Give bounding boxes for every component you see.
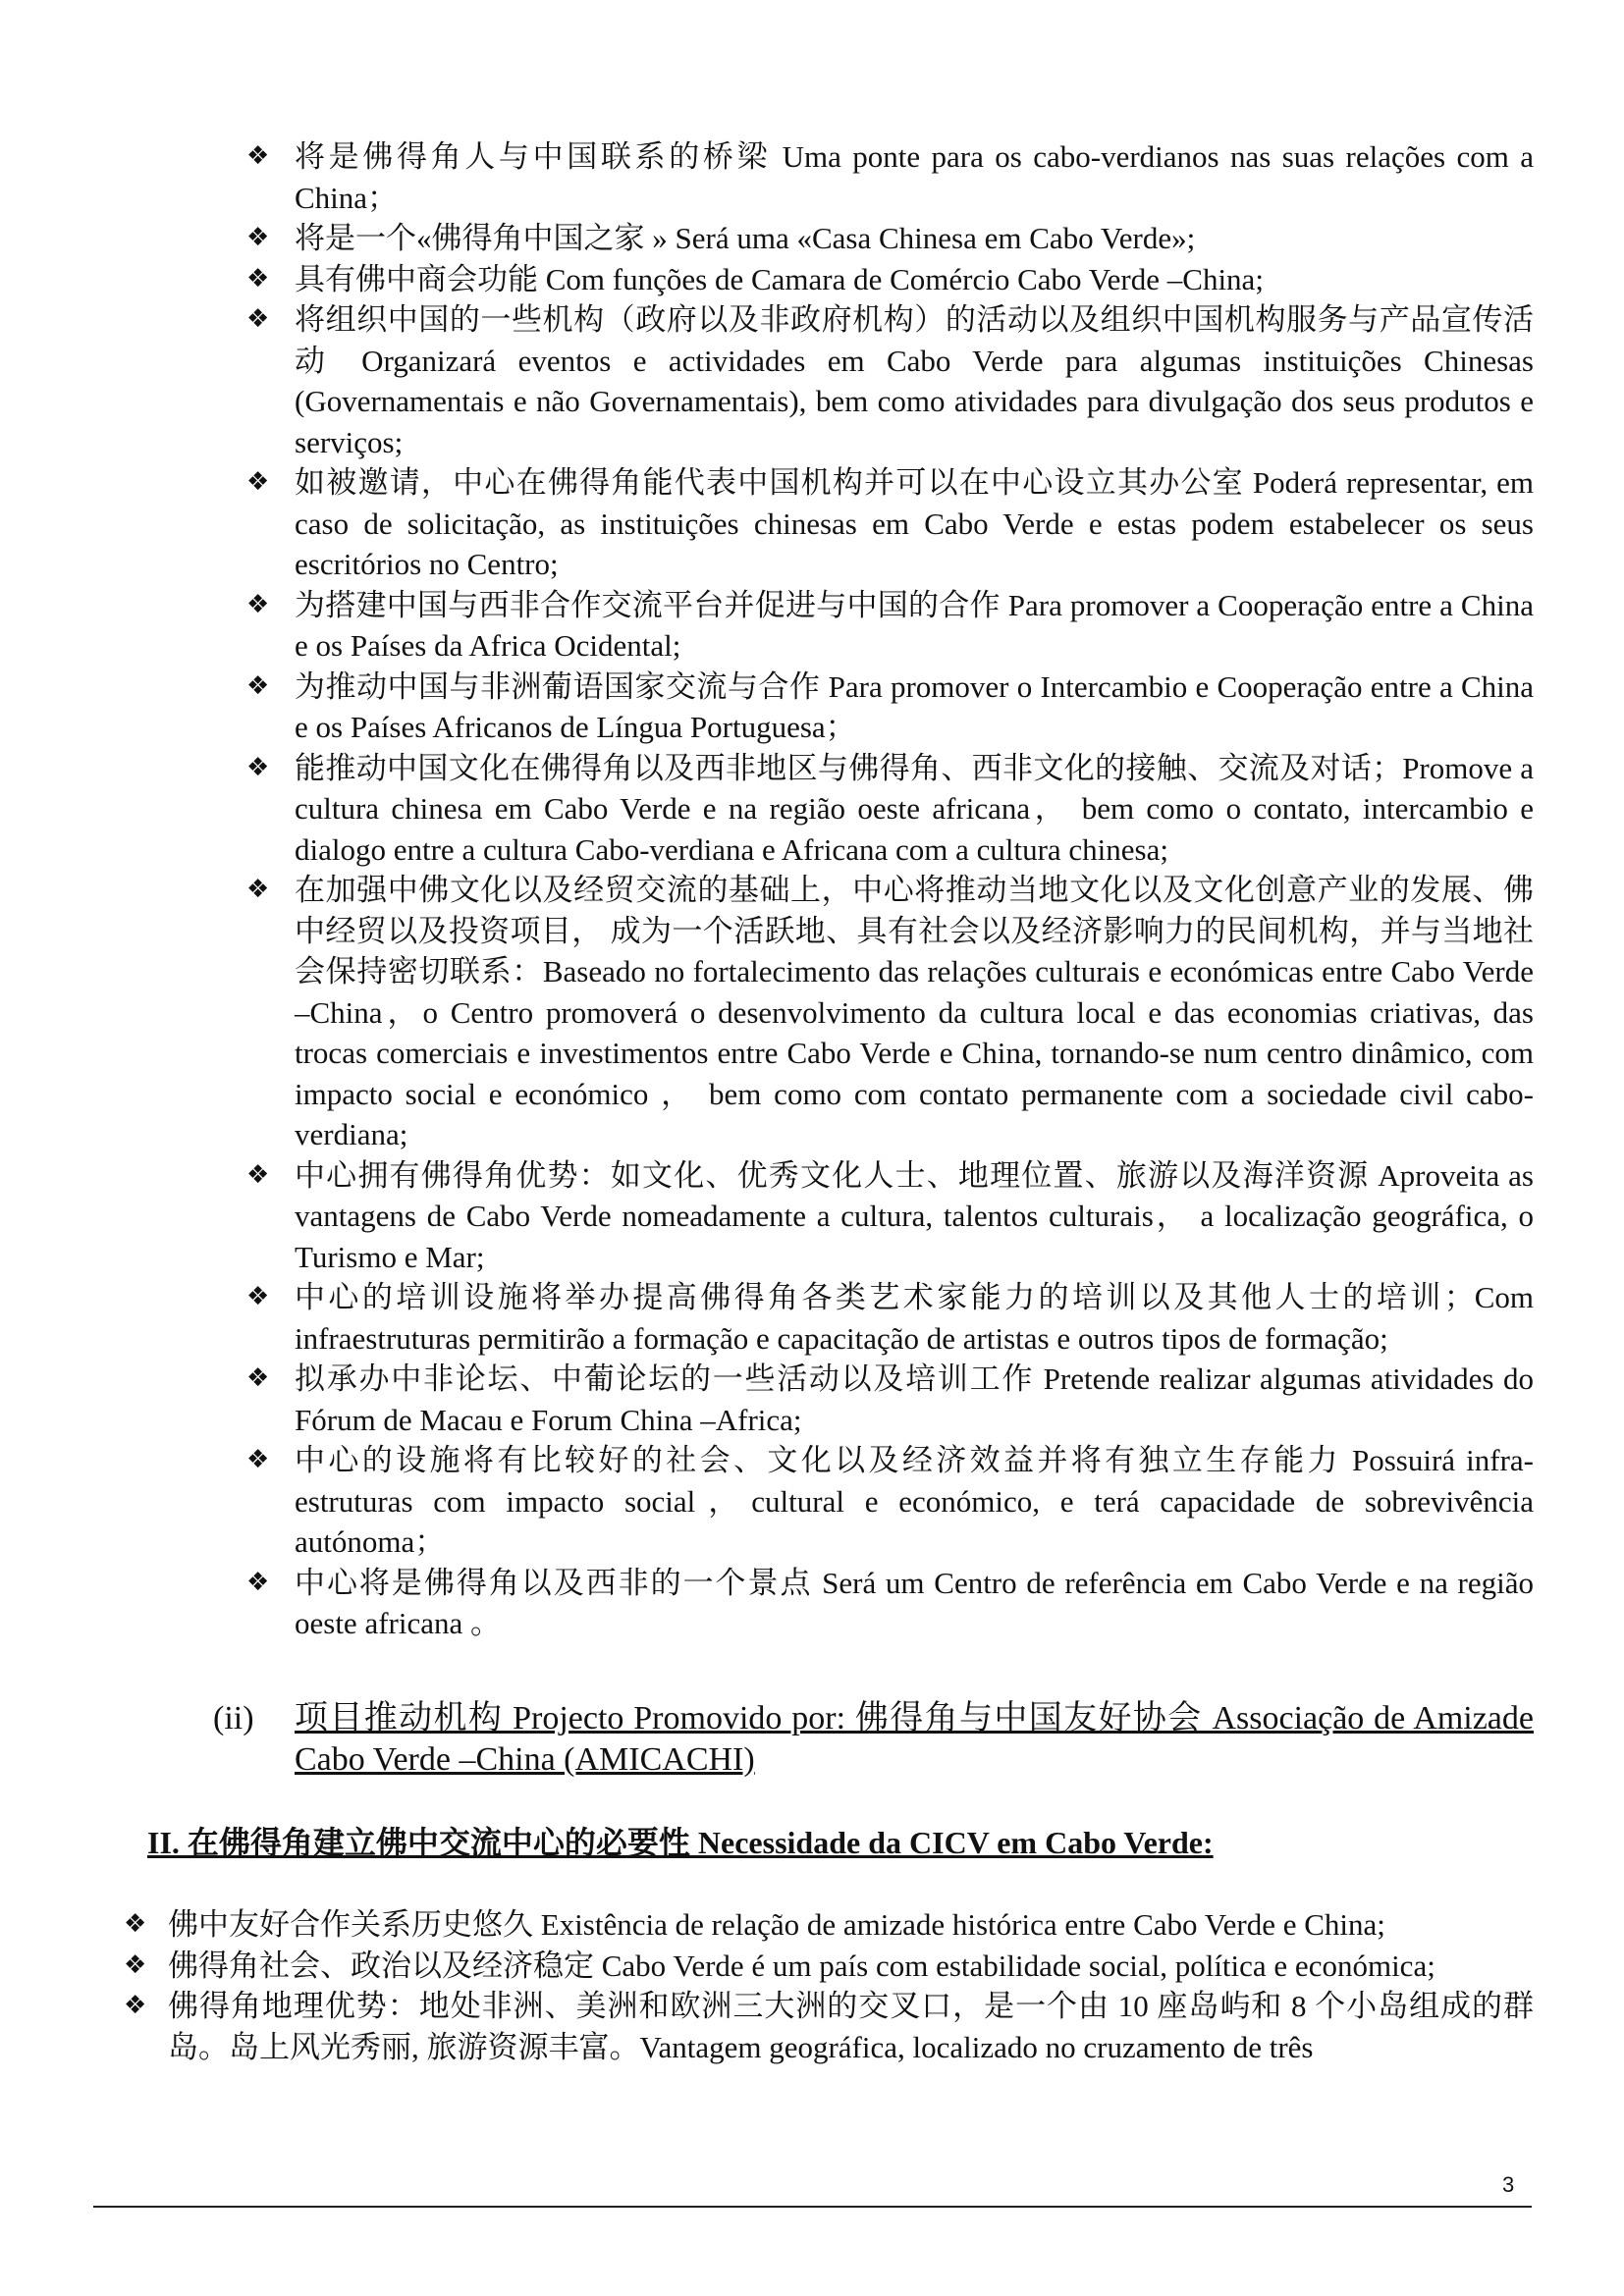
diamond-bullet-icon: ❖ — [246, 589, 270, 619]
list-item-text: 中心的设施将有比较好的社会、文化以及经济效益并将有独立生存能力 Possuirá infra-estruturas com impacto social，cultural e económico, e terá capacidade de sobrevivência autónoma； — [295, 1443, 1534, 1559]
list-item — [124, 1986, 1534, 2067]
objectives-list — [246, 136, 1534, 1644]
diamond-bullet-icon: ❖ — [246, 752, 270, 782]
diamond-bullet-icon: ❖ — [246, 1282, 270, 1311]
list-item-text: 为推动中国与非洲葡语国家交流与合作 Para promover o Intercambio e Cooperação entre a China e os Países Africanos de Língua Portuguesa； — [295, 668, 1534, 744]
list-item — [124, 1904, 1534, 1946]
diamond-bullet-icon: ❖ — [246, 670, 270, 701]
list-item-text: 如被邀请，中心在佛得角能代表中国机构并可以在中心设立其办公室 Poderá representar, em caso de solicitação, as instituições chinesas em Cabo Verde e estas podem estabelecer os seus escritórios no Centro; — [295, 465, 1534, 581]
diamond-bullet-icon: ❖ — [246, 1567, 270, 1597]
diamond-bullet-icon: ❖ — [246, 1445, 270, 1474]
list-item-text: 将是一个«佛得角中国之家 » Será uma «Casa Chinesa em Cabo Verde»; — [295, 221, 1196, 255]
list-item-text: 具有佛中商会功能 Com funções de Camara de Comércio Cabo Verde –China; — [295, 261, 1264, 296]
list-item — [246, 1563, 1534, 1644]
list-item-text: 中心将是佛得角以及西非的一个景点 Será um Centro de referência em Cabo Verde e na região oeste africana 。 — [295, 1565, 1534, 1640]
list-item-text: 将组织中国的一些机构（政府以及非政府机构）的活动以及组织中国机构服务与产品宣传活动 Organizará eventos e actividades em Cabo Verde para algumas instituições Chinesas (Governamentais e não Governamentais), bem como atividades para divulgação dos seus produtos e serviços; — [295, 302, 1534, 459]
list-item — [246, 1155, 1534, 1278]
diamond-bullet-icon: ❖ — [124, 1909, 147, 1939]
diamond-bullet-icon: ❖ — [246, 1159, 270, 1190]
section-heading: II. 在佛得角建立佛中交流中心的必要性 Necessidade da CICV em Cabo Verde: — [147, 1825, 1214, 1860]
list-item-text: 中心的培训设施将举办提高佛得角各类艺术家能力的培训以及其他人士的培训；Com infraestruturas permitirão a formação e capacitação de artistas e outros tipos de formação; — [295, 1280, 1534, 1356]
diamond-bullet-icon: ❖ — [124, 1949, 147, 1980]
list-item-text: 佛中友好合作关系历史悠久 Existência de relação de amizade histórica entre Cabo Verde e China; — [168, 1907, 1385, 1942]
list-item — [124, 1946, 1534, 1987]
necessity-list — [124, 1904, 1534, 2067]
list-item-text: 佛得角地理优势：地处非洲、美洲和欧洲三大洲的交叉口，是一个由 10 座岛屿和 8 个小岛组成的群岛。岛上风光秀丽, 旅游资源丰富。Vantagem geográfica, localizado no cruzamento de três — [168, 1989, 1534, 2064]
list-item — [246, 667, 1534, 748]
diamond-bullet-icon: ❖ — [124, 1991, 147, 2020]
list-item — [246, 1277, 1534, 1359]
list-item-text: 拟承办中非论坛、中葡论坛的一些活动以及培训工作 Pretende realizar algumas atividades do Fórum de Macau e Forum China –Africa; — [295, 1362, 1534, 1437]
list-item-text: 佛得角社会、政治以及经济稳定 Cabo Verde é um país com estabilidade social, política e económica; — [168, 1948, 1435, 1983]
diamond-bullet-icon: ❖ — [246, 1363, 270, 1393]
page-number: 3 — [1502, 2172, 1515, 2197]
list-item-text: 中心拥有佛得角优势：如文化、优秀文化人士、地理位置、旅游以及海洋资源 Aproveita as vantagens de Cabo Verde nomeadamente a cultura, talentos culturais， a localização geográfica, o Turismo e Mar; — [295, 1157, 1534, 1274]
subsection-number: (ii) — [213, 1700, 254, 1736]
diamond-bullet-icon: ❖ — [246, 263, 270, 294]
footer-divider — [93, 2206, 1532, 2208]
list-item-text: 能推动中国文化在佛得角以及西非地区与佛得角、西非文化的接触、交流及对话；Promove a cultura chinesa em Cabo Verde e na região oeste africana， bem como o contato, intercambio e dialogo entre a cultura Cabo-verdiana e Africana com a cultura chinesa; — [295, 750, 1534, 867]
diamond-bullet-icon: ❖ — [246, 223, 270, 252]
subsection-text: 项目推动机构 Projecto Promovido por: 佛得角与中国友好协会 Associação de Amizade Cabo Verde –China (AMICACHI) — [295, 1700, 1534, 1778]
diamond-bullet-icon: ❖ — [246, 304, 270, 334]
list-item — [246, 1440, 1534, 1563]
diamond-bullet-icon: ❖ — [246, 875, 270, 904]
list-item — [246, 748, 1534, 871]
list-item — [246, 136, 1534, 218]
list-item — [246, 585, 1534, 667]
list-item — [246, 870, 1534, 1155]
list-item-text: 将是佛得角人与中国联系的桥梁 Uma ponte para os cabo-verdianos nas suas relações com a China； — [295, 139, 1534, 215]
list-item — [246, 259, 1534, 300]
diamond-bullet-icon: ❖ — [246, 141, 270, 171]
list-item — [246, 299, 1534, 462]
list-item — [246, 1359, 1534, 1440]
list-item — [246, 218, 1534, 259]
diamond-bullet-icon: ❖ — [246, 467, 270, 497]
list-item-text: 在加强中佛文化以及经贸交流的基础上，中心将推动当地文化以及文化创意产业的发展、佛中经贸以及投资项目， 成为一个活跃地、具有社会以及经济影响力的民间机构，并与当地社会保持密切联系：Baseado no fortalecimento das relações culturais e económicas entre Cabo Verde –China，o Centro promoverá o desenvolvimento da cultura local e das economias criativas, das trocas comerciais e investimentos entre Cabo Verde e China, tornando-se num centro dinâmico, com impacto social e económico ， bem como com contato permanente com a sociedade civil cabo-verdiana; — [295, 873, 1534, 1151]
list-item — [246, 462, 1534, 585]
list-item-text: 为搭建中国与西非合作交流平台并促进与中国的合作 Para promover a Cooperação entre a China e os Países da Africa Ocidental; — [295, 587, 1534, 663]
